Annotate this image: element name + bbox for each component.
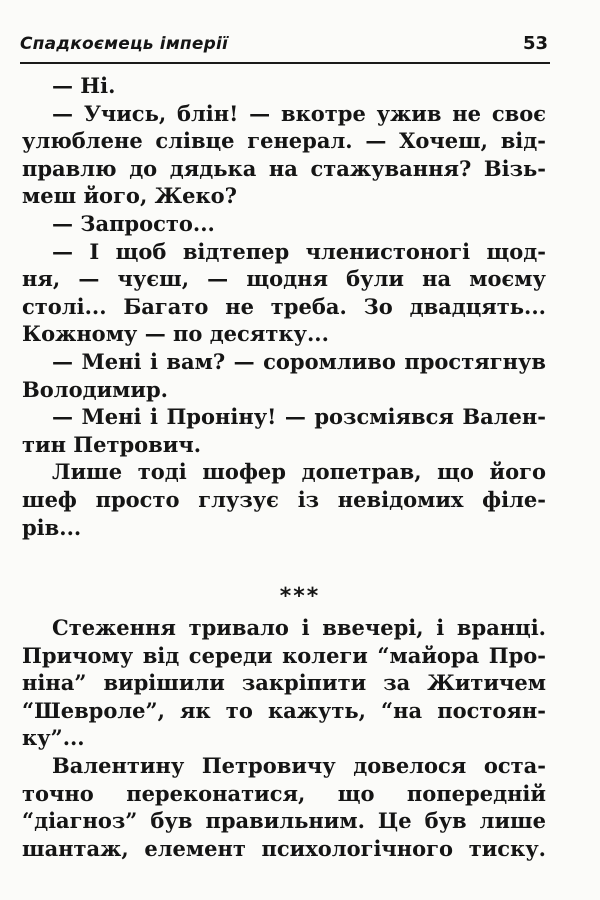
text-line: “Шевроле”, як то кажуть, “на постоян- (22, 697, 546, 723)
running-header (20, 28, 550, 64)
running-title: Спадкоємець імперії (20, 34, 229, 54)
text-block-1 (22, 72, 546, 541)
text-line: — Мені і вам? — соромливо простягнув (52, 348, 546, 374)
text-line: ку”... (22, 725, 85, 751)
text-line: ня, — чуєш, — щодня були на моєму (22, 266, 546, 292)
text-line: Лише тоді шофер допетрав, що його (52, 459, 546, 485)
text-line: рів... (22, 514, 82, 540)
text-line: улюблене слівце генерал. — Хочеш, від- (22, 128, 546, 154)
text-line: — Ні. (52, 73, 116, 98)
text-line: — Мені і Проніну! — розсміявся Вален- (52, 404, 546, 430)
text-line: меш його, Жеко? (22, 183, 237, 209)
text-block-2 (22, 614, 546, 862)
text-line: столі... Багато не треба. Зо двадцять... (22, 293, 546, 319)
text-line: “діагноз” був правильним. Це був лише (22, 808, 546, 834)
section-separator: *** (279, 584, 321, 609)
text-line: — Учись, блін! — вкотре ужив не своє (52, 100, 546, 126)
text-line: — І щоб відтепер членистоногі щод- (52, 238, 546, 264)
text-line: шантаж, елемент психологічного тиску. (22, 835, 546, 861)
text-line: шеф просто глузує із невідомих філе- (22, 486, 546, 512)
text-line: — Запросто... (52, 210, 215, 236)
text-line: точно переконатися, що попередній (22, 780, 546, 806)
text-line: Валентину Петровичу довелося оста- (52, 752, 546, 778)
text-line: Стеження тривало і ввечері, і вранці. (52, 615, 546, 640)
text-line: тин Петрович. (22, 431, 202, 457)
text-line: ніна” вирішили закріпити за Житичем (22, 670, 546, 696)
text-line: Причому від середи колеги “майора Про- (22, 642, 546, 668)
text-line: Володимир. (22, 376, 168, 402)
text-line: правлю до дядька на стажування? Візь- (22, 155, 546, 181)
page-number: 53 (522, 33, 548, 54)
text-line: Кожному — по десятку... (22, 321, 329, 347)
